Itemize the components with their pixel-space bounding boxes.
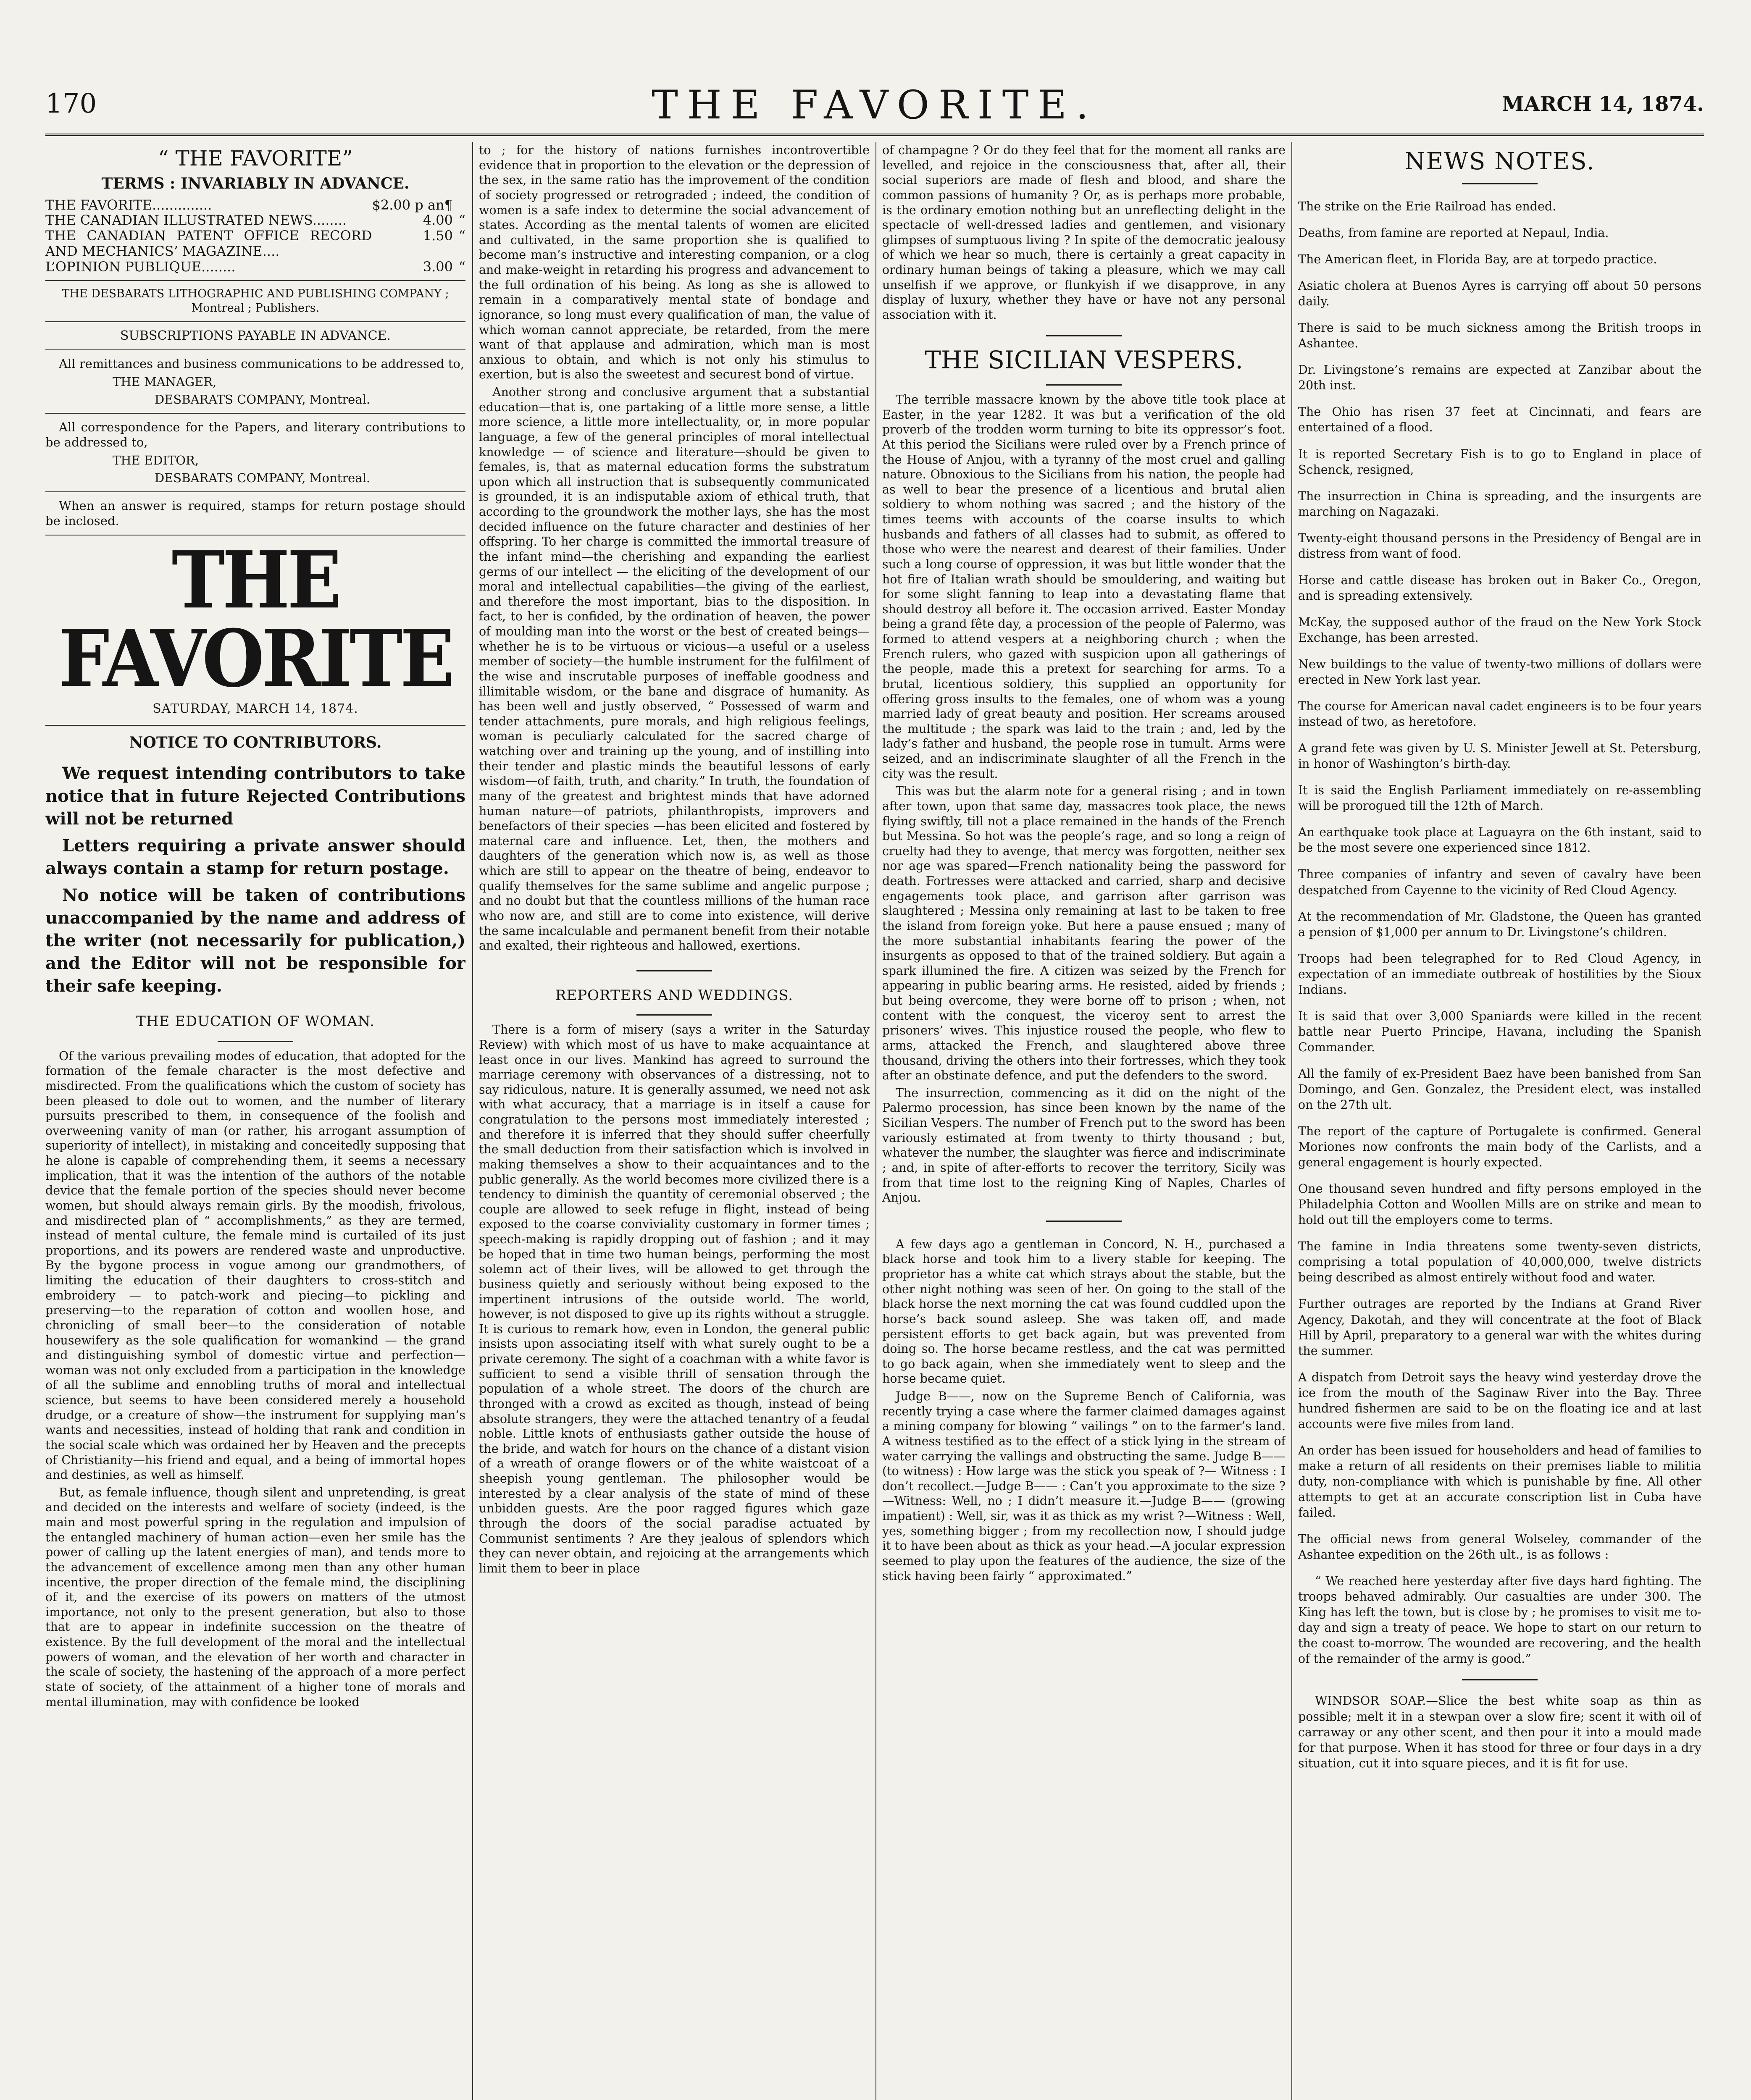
divider <box>1046 384 1122 386</box>
rate-price: $2.00 p an¶ <box>372 197 453 213</box>
divider <box>45 280 465 281</box>
divider <box>1046 1221 1122 1222</box>
column-2 <box>479 143 870 2100</box>
news-notes-title: NEWS NOTES. <box>1404 148 1595 175</box>
rate-row <box>45 259 465 275</box>
rate-unit: “ <box>458 212 465 228</box>
correspondence-company: DESBARATS COMPANY, Montreal. <box>155 470 371 485</box>
article-paragraph: Judge B——, now on the Supreme Bench of California, was recently trying a case where the farmer claimed damages against a mining company for blowing “ vailings ” on to the farmer’s land. A witness testified as to the effect of a stick lying in the stream of water carrying the vallings and obstructing the same. Judge B—— (to witness) : How large was the stick you speak of ?— Witness : I don’t recollect.—Judge B—— : Can’t you approximate to the size ?—Witness: Well, no ; I didn’t measure it.—Judge B—— (growing impatient) : Well, sir, was it as thick as my wrist ?—Witness : Well, yes, something bigger ; from my recollection now, I should judge it to have been about as thick as your head.—A jocular expression seemed to play upon the features of the audience, the size of the stick having been fairly “ approximated.” <box>882 1389 1286 1583</box>
news-item: Horse and cattle disease has broken out in Baker Co., Oregon, and is spreading extensively. <box>1298 573 1701 603</box>
terms-heading: TERMS : INVARIABLY IN ADVANCE. <box>101 174 410 192</box>
issue-date: MARCH 14, 1874. <box>1501 92 1704 116</box>
rate-row <box>45 228 465 259</box>
divider <box>45 321 465 322</box>
article-paragraph: of champagne ? Or do they feel that for the moment all ranks are levelled, and rejoice in the consciousness that, after all, their social superiors are made of flesh and blood, and share the common passions of humanity ? Or, as is perhaps more probable, is the ordinary emotion nothing but an unreflecting delight in the spectacle of well-dressed ladies and gentlemen, and visionary glimpses of sumptuous living ? In spite of the democratic jealousy of which we hear so much, there is certainly a great capacity in ordinary human beings of taking a pleasure, which we may call unselfish if we approve, or flunkyish if we disapprove, in any display of luxury, whether they have or have not any personal association with it. <box>882 143 1286 322</box>
favorite-logo: THE FAVORITE <box>58 534 452 705</box>
rate-name: THE CANADIAN ILLUSTRATED NEWS........ <box>45 212 347 228</box>
news-item: An order has been issued for householders and head of families to make a return of all residents on their premises liable to militia duty, non-compliance with which is punishable by fine. All other attempts to get at an accurate conscription list in Cuba have failed. <box>1298 1443 1701 1520</box>
divider <box>1462 183 1538 184</box>
article-paragraph: This was but the alarm note for a general rising ; and in town after town, upon that same day, massacres took place, the news flying swiftly, till not a place remained in the hands of the French but Messina. So hot was the people’s rage, and so long a reign of cruelty had they to avenge, that mercy was forgotten, neither sex nor age was spared—French nationality being the password for death. Fortresses were attacked and carried, sharp and decisive engagements took place, and garrison after garrison was slaughtered ; Messina only remaining at last to be taken to free the island from foreign yoke. But here a pause ensued ; many of the more substantial inhabitants fearing the power of the insurgents as opposed to that of the trained soldiery. But again a spark illumined the fire. A citizen was seized by the French for appearing in public bearing arms. He resisted, aided by friends ; but being overcome, they were borne off to prison ; when, not content with the conquest, the viceroy sent to arrest the prisoners’ wives. This injustice roused the people, who flew to arms, attacked the French, and slaughtered above three thousand, driving the others into their fortresses, which they took after an obstinate defence, and put the defenders to the sword. <box>882 784 1286 1083</box>
article-paragraph: But, as female influence, though silent and unpretending, is great and decided on the interests and welfare of society (indeed, is the main and most powerful spring in the regulation and impulsion of the entangled machinery of human action—even her smile has the power of calling up the latent energies of man), and tends more to the advancement of excellence among men than any other human incentive, the proper direction of the female mind, the disciplining of it, and the exercise of its powers on matters of the utmost importance, not only to the present generation, but also to those that are to appear in indefinite succession on the theatre of existence. By the full development of the moral and the intellectual powers of woman, and the elevation of her worth and character in the scale of society, the hastening of the approach of a more perfect state of society, of the attainment of a higher tone of morals and mental illumination, may with confidence be looked <box>45 1485 465 1709</box>
news-item: It is reported Secretary Fish is to go to England in place of Schenck, resigned, <box>1298 447 1701 477</box>
rate-unit: “ <box>458 258 465 275</box>
box-title: “ THE FAVORITE” <box>158 146 353 171</box>
news-item: A grand fete was given by U. S. Minister Jewell at St. Petersburg, in honor of Washington’s birth-day. <box>1298 741 1701 771</box>
article-title: THE SICILIAN VESPERS. <box>925 345 1243 374</box>
notice-paragraph: No notice will be taken of contributions unaccompanied by the name and address of the writer (not necessarily for publication,) and the Editor will not be responsible for their safe keeping. <box>45 885 465 996</box>
divider <box>45 725 465 726</box>
news-item: It is said that over 3,000 Spaniards were killed in the recent battle near Puerto Principe, Havana, including the Spanish Commander. <box>1298 1009 1701 1054</box>
rate-name: L’OPINION PUBLIQUE........ <box>45 258 236 275</box>
rate-price: 1.50 <box>423 228 453 244</box>
news-item: It is said the English Parliament immediately on re-assembling will be prorogued till the 12th of March. <box>1298 783 1701 813</box>
news-item: New buildings to the value of twenty-two millions of dollars were erected in New York last year. <box>1298 657 1701 687</box>
news-item: The Ohio has risen 37 feet at Cincinnati, and fears are entertained of a flood. <box>1298 405 1701 435</box>
divider <box>45 491 465 492</box>
divider <box>218 1041 293 1042</box>
article-title: REPORTERS AND WEDDINGS. <box>555 987 794 1004</box>
article-title: THE EDUCATION OF WOMAN. <box>136 1013 375 1030</box>
news-item: An earthquake took place at Laguayra on the 6th instant, said to be the most severe one experienced since 1812. <box>1298 825 1701 855</box>
remit-company: DESBARATS COMPANY, Montreal. <box>155 392 371 407</box>
news-item: There is said to be much sickness among the British troops in Ashantee. <box>1298 321 1701 351</box>
article-paragraph: The insurrection, commencing as it did on the night of the Palermo procession, has since been known by the name of the Sicilian Vespers. The number of French put to the sword has been variously estimated at from twenty to thirty thousand ; but, whatever the number, the slaughter was fierce and indiscriminate ; and, in spite of after-efforts to recover the territory, Sicily was from that time lost to the reigning King of Naples, Charles of Anjou. <box>882 1086 1286 1205</box>
column-4 <box>1298 143 1701 2100</box>
news-item: Dr. Livingstone’s remains are expected at Zanzibar about the 20th inst. <box>1298 363 1701 393</box>
article-paragraph: A few days ago a gentleman in Concord, N. H., purchased a black horse and took him to a livery stable for keeping. The proprietor has a white cat which strays about the stable, but the other night nothing was seen of her. On going to the stall of the black horse the next morning the cat was found cuddled upon the horse’s back sound asleep. She was taken off, and made persistent efforts to get back again, but was prevented from doing so. The horse became restless, and the cat was permitted to go back again, when she immediately went to sleep and the horse became quiet. <box>882 1237 1286 1386</box>
notice-to-contributors <box>45 762 465 998</box>
page-number: 170 <box>45 88 97 119</box>
notice-paragraph: Letters requiring a private answer should always contain a stamp for return postage. <box>45 836 465 879</box>
news-item: Deaths, from famine are reported at Nepaul, India. <box>1298 226 1609 240</box>
divider <box>636 1014 712 1016</box>
news-item: The strike on the Erie Railroad has ended. <box>1298 200 1556 213</box>
issue-dateline: SATURDAY, MARCH 14, 1874. <box>152 701 358 716</box>
remit-manager: THE MANAGER, <box>113 374 217 389</box>
page-header <box>45 82 1704 133</box>
news-item: A dispatch from Detroit says the heavy wind yesterday drove the ice from the mouth of the Saginaw River into the Bay. Three hundred fishermen are said to be on the floating ice and at last accounts were five miles from land. <box>1298 1370 1701 1431</box>
column-divider <box>1291 142 1292 2100</box>
news-item: Twenty-eight thousand persons in the Presidency of Bengal are in distress from want of food. <box>1298 531 1701 561</box>
article-paragraph: The terrible massacre known by the above title took place at Easter, in the year 1282. It was but a verification of the old proverb of the trodden worm turning to bite its oppressor’s foot. At this period the Sicilians were ruled over by a French prince of the House of Anjou, with a tyranny of the most cruel and galling nature. Obnoxious to the Sicilians from his nation, the people had as well to bear the presence of a licentious and brutal alien soldiery to whom nothing was sacred ; and the history of the times teems with accounts of the coarse insults to which husbands and fathers of all classes had to submit, as offered to those who were the nearest and dearest of their families. Under such a long course of oppression, it was but little wonder that the hot fire of Italian wrath should be smouldering, and waiting but for some slight fanning to leap into a devastating flame that should destroy all before it. The occasion arrived. Easter Monday being a grand fête day, a procession of the people of Palermo, was formed to attend vespers at a neighboring church ; when the French rulers, who gazed with suspicion upon all gatherings of the people, made this a pretext for searching for arms. To a brutal, licentious soldiery, this supplied an opportunity for offering gross insults to the females, one of whom was a young married lady of great beauty and position. Her screams aroused the multitude ; the spark was laid to the train ; and, led by the lady’s father and husband, the people rose in tumult. Arms were seized, and an indiscriminate slaughter of all the French in the city was the result. <box>882 393 1286 781</box>
masthead: THE FAVORITE. <box>652 82 1098 128</box>
news-item: The American fleet, in Florida Bay, are at torpedo practice. <box>1298 252 1657 267</box>
news-item: The insurrection in China is spreading, and the insurgents are marching on Nagazaki. <box>1298 489 1701 519</box>
answer-note: When an answer is required, stamps for return postage should be inclosed. <box>45 499 465 528</box>
rate-name: THE FAVORITE.............. <box>45 197 212 213</box>
news-item: The famine in India threatens some twenty-seven districts, comprising a total population of 40,000,000, twelve districts being described as almost entirely without food and water. <box>1298 1239 1701 1285</box>
correspondence-editor: THE EDITOR, <box>113 453 199 467</box>
news-item: At the recommendation of Mr. Gladstone, the Queen has granted a pension of $1,000 per annum to Dr. Livingstone’s children. <box>1298 909 1701 939</box>
notice-title: NOTICE TO CONTRIBUTORS. <box>129 734 382 752</box>
subscriptions-line: SUBSCRIPTIONS PAYABLE IN ADVANCE. <box>120 328 391 343</box>
news-item: Further outrages are reported by the Indians at Grand River Agency, Dakotah, and they will concentrate at the foot of Black Hill by April, preparatory to a general war with the whites during the summer. <box>1298 1297 1701 1358</box>
news-item: Asiatic cholera at Buenos Ayres is carrying off about 50 persons daily. <box>1298 279 1701 309</box>
news-item: McKay, the supposed author of the fraud on the New York Stock Exchange, has been arrested. <box>1298 615 1701 645</box>
windsor-soap-recipe: WINDSOR SOAP.—Slice the best white soap as thin as possible; melt it in a stewpan over a slow fire; scent it with oil of carraway or any other scent, and then pour it into a mould made for that purpose. When it has stood for three or four days in a dry situation, cut it into square pieces, and it is fit for use. <box>1298 1694 1701 1770</box>
article-paragraph: Of the various prevailing modes of education, that adopted for the formation of the female character is the most defective and misdirected. From the qualifications which the custom of society has been pleased to dole out to women, and the number of literary pursuits prescribed to them, in consequence of the foolish and overweening vanity of man (or rather, his arrogant assumption of superiority of intellect), in mistaking and conceitedly supposing that he alone is capable of comprehending them, it seems a necessary implication, that it was the intention of the authors of the notable device that the female portion of the species should never become women, but should always remain girls. By the moodish, frivolous, and misdirected plan of “ accomplishments,” as they are termed, instead of mental culture, the female mind is curtailed of its just proportions, and its powers are rendered waste and unproductive. By the bygone process in vogue among our grandmothers, of limiting the education of their daughters to cross-stitch and embroidery — to patch-work and piecing—to pickling and preserving—to the reparation of cotton and woollen hose, and chronicling of small beer—to the consideration of notable housewifery as the sole qualification for womankind — the grand and distinguishing symbol of domestic virtue and perfection—woman was not only excluded from a participation in the knowledge of all the sublime and ennobling truths of moral and intellectual science, but seems to have been considered merely a household drudge, or a creature of show—the instrument for supplying man’s wants and necessities, instead of holding that rank and condition in the social scale which was ordained her by Heaven and the precepts of Christianity—his friend and equal, and a being of immortal hopes and destinies, as well as himself. <box>45 1049 465 1482</box>
publisher-line: THE DESBARATS LITHOGRAPHIC AND PUBLISHING COMPANY ; Montreal ; Publishers. <box>62 287 449 315</box>
rates-table <box>45 197 465 275</box>
news-item: The report of the capture of Portugalete is confirmed. General Moriones now confronts the main body of the Carlists, and a general engagement is hourly expected. <box>1298 1124 1701 1170</box>
news-item: Three companies of infantry and seven of cavalry have been despatched from Cayenne to the vicinity of Red Cloud Agency. <box>1298 867 1701 897</box>
header-rule <box>45 134 1704 136</box>
rate-price: 4.00 <box>423 212 453 228</box>
rate-unit <box>453 197 465 213</box>
rate-name: THE CANADIAN PATENT OFFICE RECORD AND MECHANICS’ MAGAZINE.... <box>45 228 372 259</box>
rate-unit: “ <box>458 228 465 244</box>
news-item: One thousand seven hundred and fifty persons employed in the Philadelphia Cotton and Woollen Mills are on strike and mean to hold out till the employers come to terms. <box>1298 1182 1701 1227</box>
divider <box>1462 1679 1538 1680</box>
article-paragraph: There is a form of misery (says a writer in the Saturday Review) with which most of us have to make acquaintance at least once in our lives. Mankind has agreed to surround the marriage ceremony with observances of a distressing, not to say ridiculous, nature. It is generally assumed, we need not ask with what accuracy, that a marriage is in itself a cause for congratulation to the persons most immediately interested ; and therefore it is inferred that they should suffer cheerfully the small deduction from their satisfaction which is involved in making themselves a show to their acquaintances and to the public generally. As the world becomes more civilized there is a tendency to diminish the quantity of ceremonial observed ; the couple are allowed to seek refuge in flight, instead of being exposed to the coarse conviviality customary in former times ; speech-making is rapidly dropping out of fashion ; and it may be hoped that in time two human beings, performing the most solemn act of their lives, will be allowed to get through the business quietly and seriously without being exposed to the impertinent intrusions of the outside world. The world, however, is not disposed to give up its rights without a struggle. It is curious to remark how, even in London, the general public insists upon associating itself with what surely ought to be a private ceremony. The sight of a coachman with a white favor is sufficient to send a visible thrill of sensation through the population of a whole street. The doors of the church are thronged with a crowd as excited as though, instead of being absolute strangers, they were the attached tenantry of a feudal noble. Little knots of enthusiasts gather outside the house of the bride, and watch for hours on the chance of a distant vision of a wreath of orange flowers or of the white waistcoat of a sheepish young gentleman. The philosopher would be interested by a clear analysis of the state of mind of these unbidden guests. Are the poor ragged figures which gaze through the doors of the social paradise actuated by Communist sentiments ? Are they jealous of splendors which they can never obtain, and rejoicing at the arrangements which limit them to beer in place <box>479 1023 870 1575</box>
divider <box>45 349 465 350</box>
divider <box>1046 335 1122 336</box>
news-item: The official news from general Wolseley, commander of the Ashantee expedition on the 26th ult., is as follows : <box>1298 1532 1701 1562</box>
divider <box>45 413 465 414</box>
news-item: The course for American naval cadet engineers is to be four years instead of two, as heretofore. <box>1298 699 1701 729</box>
column-divider <box>472 142 473 2100</box>
rate-price: 3.00 <box>423 258 453 275</box>
rate-row <box>45 213 465 228</box>
news-item: “ We reached here yesterday after five days hard fighting. The troops behaved admirably. Our casualties are under 300. The King has left the town, but is close by ; he promises to visit me to-day and sign a treaty of peace. We hope to start on our return to the coast to-morrow. The wounded are recovering, and the health of the remainder of the army is good.” <box>1298 1574 1701 1666</box>
news-item: All the family of ex-President Baez have been banished from San Domingo, and Gen. Gonzalez, the President elect, was installed on the 27th ult. <box>1298 1066 1701 1112</box>
notice-paragraph: We request intending contributors to take notice that in future Rejected Contributions will not be returned <box>45 764 465 829</box>
article-paragraph: Another strong and conclusive argument that a substantial education—that is, one partaking of a little more sense, a little more science, a little more intellectuality, or, in more popular language, a few of the general principles of moral intellectual knowledge — of science and literature—should be given to females, is, that as maternal education forms the substratum upon which all instruction that is subsequently communicated is grounded, it is an indisputable axiom of ethical truth, that according to the groundwork the mother lays, she has the most decided influence on the future character and destinies of her offspring. To her charge is committed the immortal treasure of the infant mind—the cherishing and expanding the earliest germs of our intellect — the eliciting of the development of our moral and intellectual capabilities—the giving of the earliest, and therefore the most important, bias to the disposition. In fact, to her is confided, by the ordination of heaven, the power of moulding man into the worst or the best of created beings—whether he is to be virtuous or vicious—a useful or a useless member of society—the humble instrument for the fulfilment of the wise and inscrutable purposes of ineffable goodness and illimitable wisdom, or the bane and disgrace of humanity. As has been well and justly observed, “ Possessed of warm and tender attachments, pure morals, and high religious feelings, woman is peculiarly calculated for the sacred charge of watching over and training up the young, and of instilling into their tender and plastic minds the beautiful lessons of early wisdom—of faith, truth, and charity.” In truth, the foundation of many of the greatest and brightest minds that have adorned human nature—of patriots, philanthropists, improvers and benefactors of their species —has been elicited and fostered by maternal care and influence. Let, then, the mothers and daughters of the generation which now is, as well as those which are still to appear on the theatre of being, endeavor to qualify themselves for the same sublime and angelic purpose ; and no doubt but that the countless millions of the human race who now are, and still are to come into existence, will derive the same incalculable and permanent benefit from their notable and exalted, their righteous and hallowed, exertions. <box>479 385 870 953</box>
correspondence-text: All correspondence for the Papers, and literary contributions to be addressed to, <box>45 420 465 450</box>
column-1 <box>45 143 465 2100</box>
article-paragraph: to ; for the history of nations furnishes incontrovertible evidence that in proportion to the elevation or the depression of the sex, in the same ratio has the improvement of the condition of society progressed or retrograded ; indeed, the condition of women is a safe index to determine the social advancement of states. According as the mental talents of women are elicited and cultivated, in the same proportion she is qualified to become man’s instructive and interesting companion, or a clog and make-weight in retarding his progress and advancement to the full ordination of his being. As long as she is allowed to remain in a comparatively mental state of bondage and ignorance, so long must every qualification of man, the value of which woman cannot appreciate, be retarded, from the mere want of that applause and admiration, which man is most anxious to obtain, and which is not only his stimulus to exertion, but is also the sweetest and securest bond of virtue. <box>479 143 870 382</box>
column-3 <box>882 143 1286 2100</box>
divider <box>636 970 712 971</box>
remit-text: All remittances and business communications to be addressed to, <box>59 357 465 371</box>
news-item: Troops had been telegraphed for to Red Cloud Agency, in expectation of an immediate outbreak of hostilities by the Sioux Indians. <box>1298 951 1701 997</box>
rate-row <box>45 197 465 213</box>
